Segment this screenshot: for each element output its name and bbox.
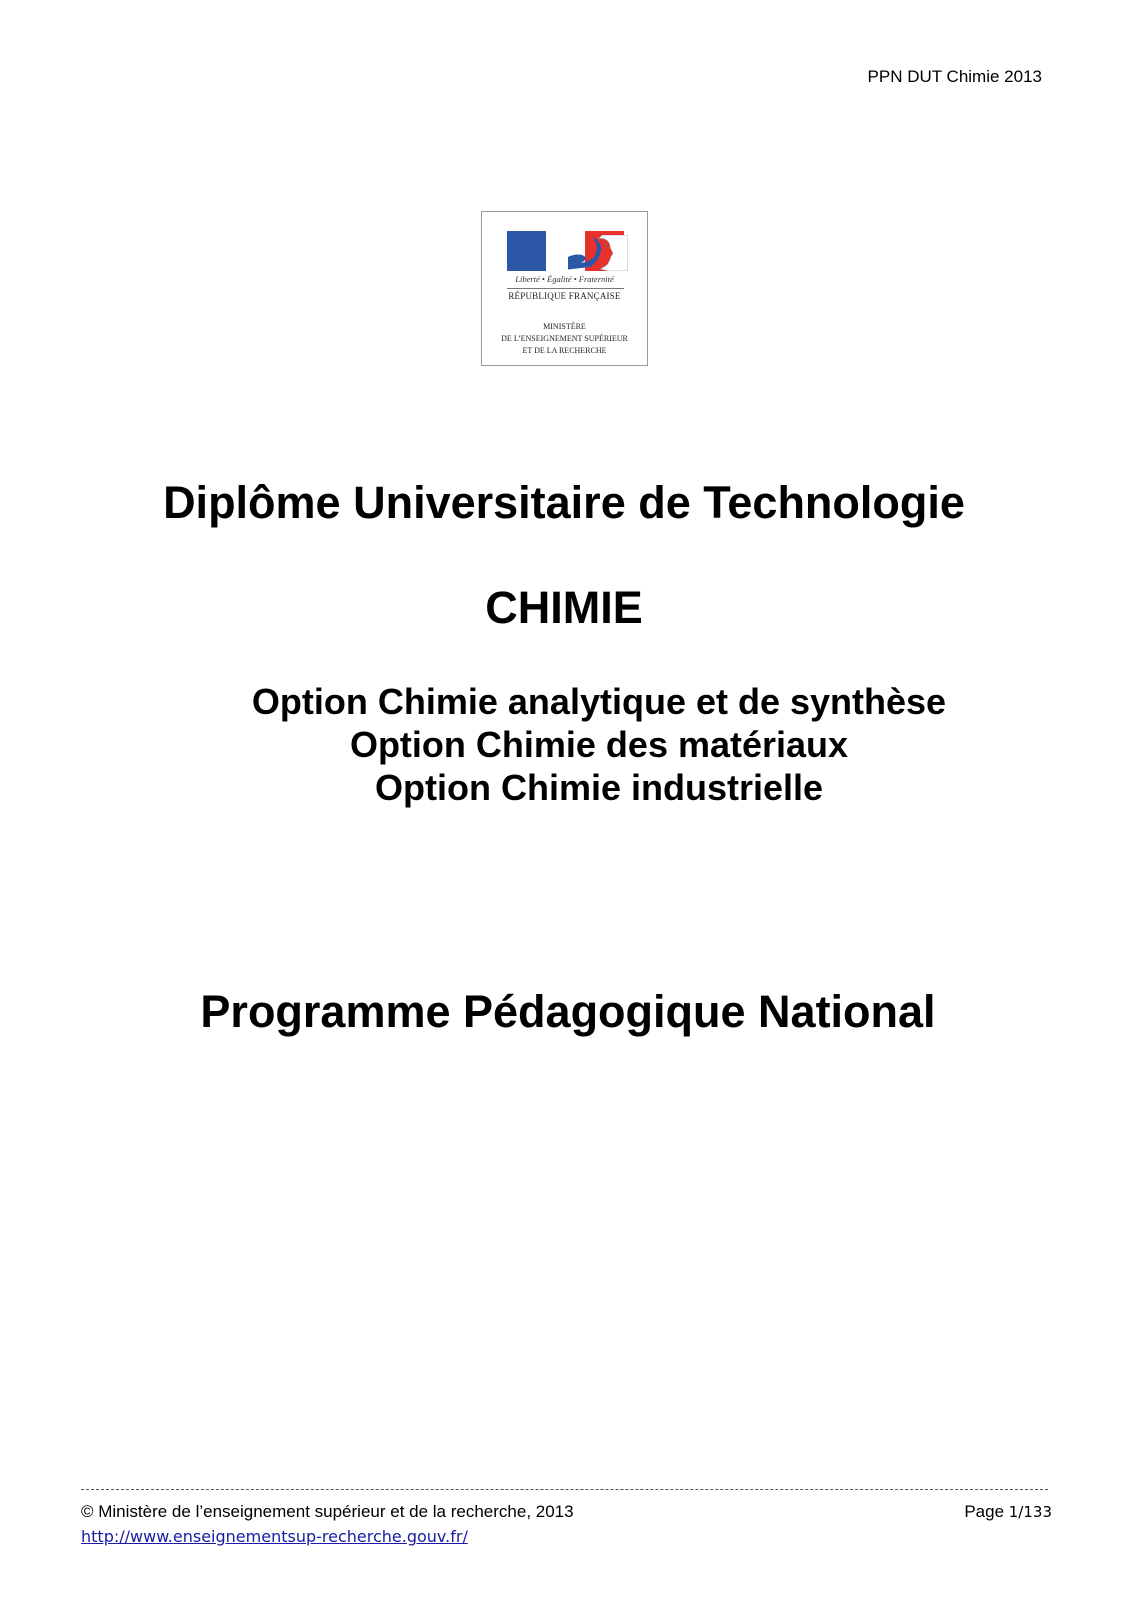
marianne-icon — [568, 235, 628, 271]
option-item: Option Chimie des matériaux — [349, 724, 849, 765]
ministry-line: MINISTÈRE — [543, 322, 586, 331]
programme-title: Programme Pédagogique National — [200, 986, 936, 1037]
page-number: 1/133 — [1008, 1503, 1052, 1521]
republic-motto: Liberté • Égalité • Fraternité — [515, 274, 614, 284]
page-label: Page — [964, 1502, 1009, 1521]
running-header: PPN DUT Chimie 2013 — [867, 67, 1042, 86]
tricolor-flag-icon — [507, 231, 624, 271]
page-indicator — [964, 1502, 1052, 1522]
ministry-website-link[interactable]: http://www.enseignementsup-recherche.gouv.fr/ — [81, 1527, 468, 1546]
option-item: Option Chimie analytique et de synthèse — [251, 681, 947, 722]
republique-francaise-label: RÉPUBLIQUE FRANÇAISE — [508, 291, 621, 301]
footer-copyright: © Ministère de l’enseignement supérieur et de la recherche, 2013 — [81, 1502, 574, 1521]
ministry-line: DE L’ENSEIGNEMENT SUPÉRIEUR — [501, 334, 628, 343]
option-item: Option Chimie industrielle — [374, 767, 824, 808]
ministry-name — [482, 321, 647, 357]
ministry-line: ET DE LA RECHERCHE — [522, 346, 607, 355]
options-list — [33, 680, 1132, 809]
specialty-title: CHIMIE — [485, 582, 643, 633]
ministry-logo — [481, 211, 648, 366]
diploma-title: Diplôme Universitaire de Technologie — [163, 477, 965, 528]
motto-divider — [507, 288, 624, 289]
footer-divider — [81, 1489, 1048, 1490]
